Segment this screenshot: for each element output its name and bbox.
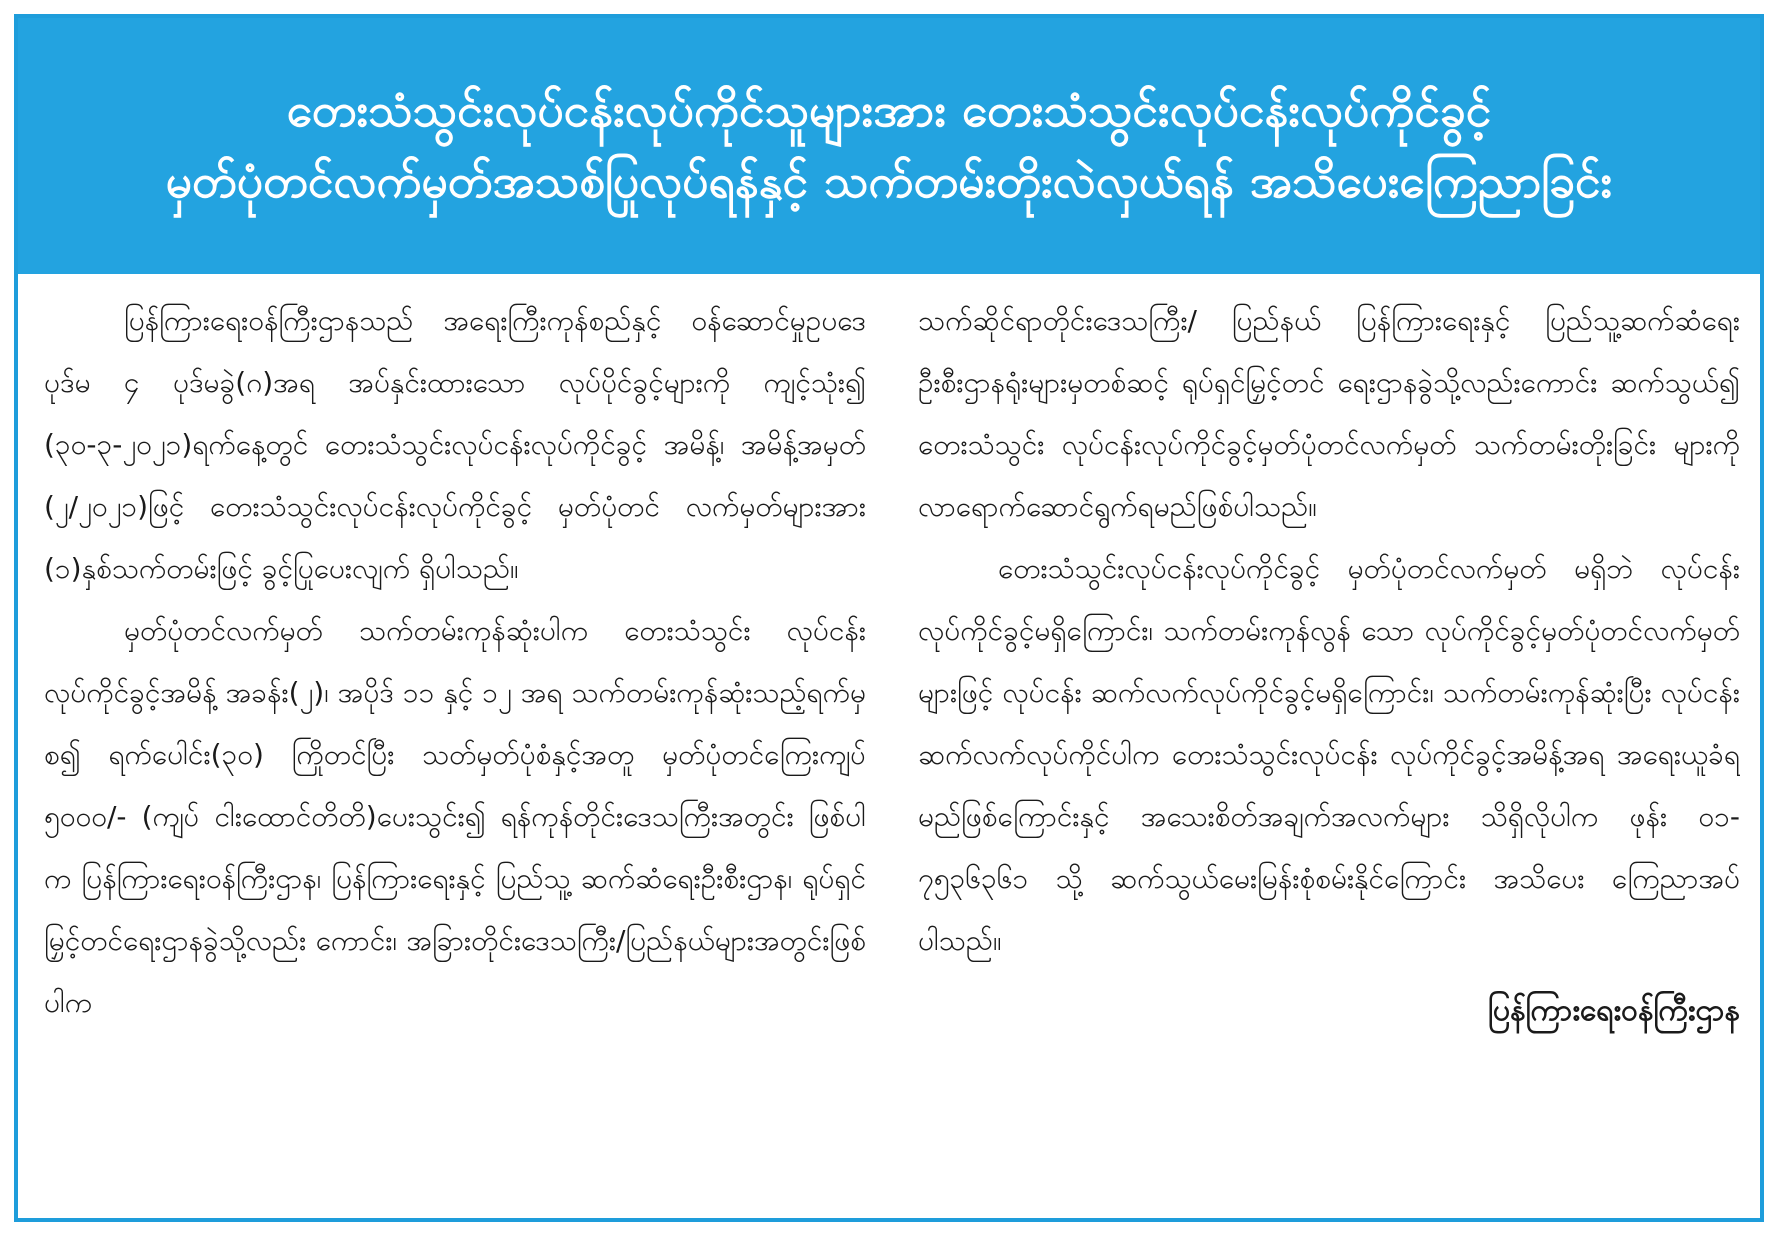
- left-paragraph-2: မှတ်ပုံတင်လက်မှတ် သက်တမ်းကုန်ဆုံးပါက တေးသံသွင်း လုပ်ငန်းလုပ်ကိုင်ခွင့်အမိန့် အခန်း(၂)၊ အပိုဒ် ၁၁ နှင့် ၁၂ အရ သက်တမ်းကုန်ဆုံးသည့်ရက်မှစ၍ ရက်ပေါင်း(၃၀) ကြိုတင်ပြီး သတ်မှတ်ပုံစံနှင့်အတူ မှတ်ပုံတင်ကြေးကျပ် ၅၀၀၀/- (ကျပ် ငါးထောင်တိတိ)ပေးသွင်း၍ ရန်ကုန်တိုင်းဒေသကြီးအတွင်း ဖြစ်ပါက ပြန်ကြားရေးဝန်ကြီးဌာန၊ ပြန်ကြားရေးနှင့် ပြည်သူ့ ဆက်ဆံရေးဦးစီးဌာန၊ ရုပ်ရှင်မြှင့်တင်ရေးဌာနခွဲသို့လည်း ကောင်း၊ အခြားတိုင်းဒေသကြီး/ပြည်နယ်များအတွင်းဖြစ်ပါက: [44, 614, 866, 1019]
- announcement-frame: [14, 14, 1764, 1222]
- right-paragraph-1: သက်ဆိုင်ရာတိုင်းဒေသကြီး/ ပြည်နယ် ပြန်ကြားရေးနှင့် ပြည်သူ့ဆက်ဆံရေးဦးစီးဌာနရုံးများမှတစ်ဆင့် ရုပ်ရှင်မြှင့်တင် ရေးဌာနခွဲသို့လည်းကောင်း ဆက်သွယ်၍ တေးသံသွင်း လုပ်ငန်းလုပ်ကိုင်ခွင့်မှတ်ပုံတင်လက်မှတ် သက်တမ်းတိုးခြင်း များကို လာရောက်ဆောင်ရွက်ရမည်ဖြစ်ပါသည်။: [918, 304, 1740, 523]
- issuer-signature: ပြန်ကြားရေးဝန်ကြီးဌာန: [1487, 993, 1740, 1028]
- body-columns: [44, 290, 1740, 1196]
- title-line-2: မှတ်ပုံတင်လက်မှတ်အသစ်ပြုလုပ်ရန်နှင့် သက်တမ်းတိုးလဲလှယ်ရန် အသိပေးကြေညာခြင်း: [165, 154, 1613, 208]
- title-line-1: တေးသံသွင်းလုပ်ငန်းလုပ်ကိုင်သူများအား တေးသံသွင်းလုပ်ငန်းလုပ်ကိုင်ခွင့်: [286, 82, 1492, 137]
- right-paragraph-2: တေးသံသွင်းလုပ်ငန်းလုပ်ကိုင်ခွင့် မှတ်ပုံတင်လက်မှတ် မရှိဘဲ လုပ်ငန်းလုပ်ကိုင်ခွင့်မရှိကြောင်း၊ သက်တမ်းကုန်လွန် သော လုပ်ကိုင်ခွင့်မှတ်ပုံတင်လက်မှတ်များဖြင့် လုပ်ငန်း ဆက်လက်လုပ်ကိုင်ခွင့်မရှိကြောင်း၊ သက်တမ်းကုန်ဆုံးပြီး လုပ်ငန်းဆက်လက်လုပ်ကိုင်ပါက တေးသံသွင်းလုပ်ငန်း လုပ်ကိုင်ခွင့်အမိန့်အရ အရေးယူခံရမည်ဖြစ်ကြောင်းနှင့် အသေးစိတ်အချက်အလက်များ သိရှိလိုပါက ဖုန်း ၀၁- ၇၅၃၆၃၆၁ သို့ ဆက်သွယ်မေးမြန်းစုံစမ်းနိုင်ကြောင်း အသိပေး ကြေညာအပ်ပါသည်။: [918, 552, 1740, 957]
- right-column: [918, 290, 1740, 1196]
- title-banner: [18, 18, 1760, 274]
- left-paragraph-1: ပြန်ကြားရေးဝန်ကြီးဌာနသည် အရေးကြီးကုန်စည်နှင့် ဝန်ဆောင်မှုဥပဒေပုဒ်မ ၄ ပုဒ်မခွဲ(ဂ)အရ အပ်နှင်းထားသော လုပ်ပိုင်ခွင့်များကို ကျင့်သုံး၍ (၃၀-၃-၂၀၂၁)ရက်နေ့တွင် တေးသံသွင်းလုပ်ငန်းလုပ်ကိုင်ခွင့် အမိန့်၊ အမိန့်အမှတ် (၂/၂၀၂၁)ဖြင့် တေးသံသွင်းလုပ်ငန်းလုပ်ကိုင်ခွင့် မှတ်ပုံတင် လက်မှတ်များအား (၁)နှစ်သက်တမ်းဖြင့် ခွင့်ပြုပေးလျက် ရှိပါသည်။: [44, 304, 866, 585]
- left-column: [44, 290, 866, 1196]
